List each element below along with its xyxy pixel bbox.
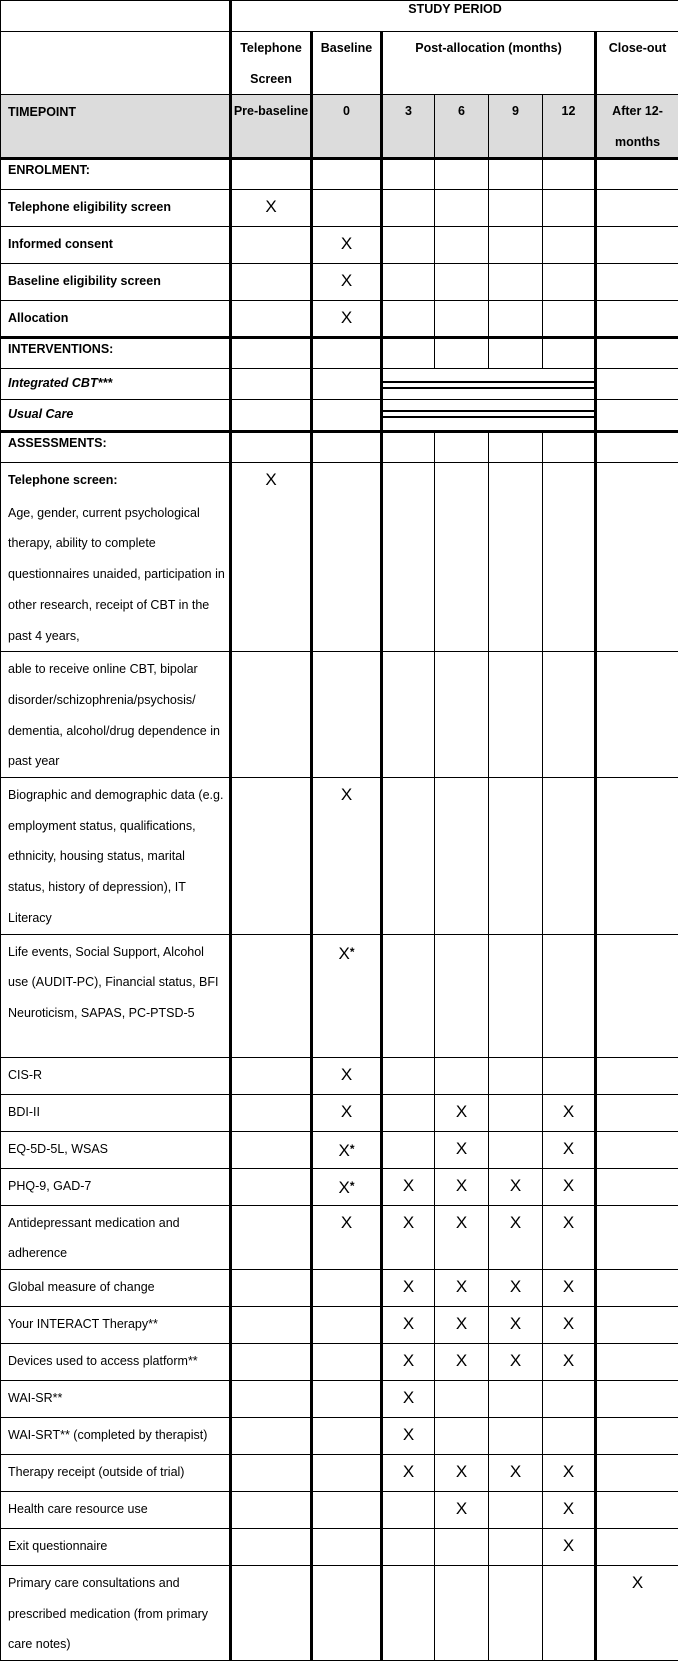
schedule-row — [1, 190, 678, 227]
schedule-mark — [543, 778, 596, 935]
schedule-mark — [231, 1454, 312, 1491]
schedule-mark — [382, 1057, 435, 1094]
schedule-row — [1, 1269, 678, 1306]
interventions-section-row — [1, 338, 678, 369]
schedule-mark — [489, 652, 543, 778]
schedule-mark — [596, 1094, 678, 1131]
schedule-row — [1, 1057, 678, 1094]
schedule-mark: X — [435, 1491, 489, 1528]
schedule-row — [1, 1205, 678, 1269]
assessments-section-row — [1, 432, 678, 463]
schedule-mark — [596, 1306, 678, 1343]
row-label: Therapy receipt (outside of trial) — [1, 1454, 231, 1491]
schedule-mark: X — [435, 1168, 489, 1205]
schedule-mark — [596, 1343, 678, 1380]
header-row-phases — [1, 32, 678, 95]
schedule-mark — [382, 301, 435, 338]
schedule-mark — [312, 1565, 382, 1660]
schedule-mark — [596, 1168, 678, 1205]
timepoint-row — [1, 95, 678, 159]
close-out-header: Close-out — [596, 32, 678, 95]
schedule-mark: X — [435, 1306, 489, 1343]
schedule-mark — [312, 190, 382, 227]
schedule-mark: X — [543, 1454, 596, 1491]
schedule-mark — [543, 1565, 596, 1660]
schedule-mark — [596, 496, 678, 652]
schedule-mark: X — [231, 463, 312, 496]
intervention-duration-bar — [382, 369, 596, 400]
schedule-mark — [489, 301, 543, 338]
timepoint-label: TIMEPOINT — [1, 95, 231, 159]
schedule-row — [1, 1131, 678, 1168]
schedule-mark: X — [435, 1205, 489, 1269]
schedule-row — [1, 1454, 678, 1491]
schedule-mark — [382, 496, 435, 652]
schedule-mark — [596, 463, 678, 496]
row-label: Devices used to access platform** — [1, 1343, 231, 1380]
schedule-mark: X* — [312, 934, 382, 1057]
schedule-mark — [435, 463, 489, 496]
schedule-mark — [489, 1491, 543, 1528]
schedule-mark — [231, 1269, 312, 1306]
schedule-mark — [231, 1491, 312, 1528]
schedule-mark — [231, 1565, 312, 1660]
schedule-mark: X — [312, 1057, 382, 1094]
schedule-mark — [435, 1528, 489, 1565]
schedule-mark: X — [543, 1491, 596, 1528]
schedule-mark — [231, 1057, 312, 1094]
schedule-mark — [543, 227, 596, 264]
schedule-mark — [231, 778, 312, 935]
row-label: Life events, Social Support, Alcohol use (AUDIT-PC), Financial status, BFI Neuroticism, SAPAS, PC-PTSD-5 — [1, 934, 231, 1057]
schedule-mark — [489, 1528, 543, 1565]
row-label: BDI-II — [1, 1094, 231, 1131]
schedule-mark — [596, 1417, 678, 1454]
row-label: Global measure of change — [1, 1269, 231, 1306]
schedule-mark — [489, 463, 543, 496]
schedule-mark — [312, 1380, 382, 1417]
schedule-mark — [489, 778, 543, 935]
schedule-row — [1, 1491, 678, 1528]
schedule-mark — [489, 496, 543, 652]
row-label: WAI-SR** — [1, 1380, 231, 1417]
corner-cell — [1, 1, 231, 32]
schedule-mark — [382, 1094, 435, 1131]
schedule-mark — [543, 190, 596, 227]
row-label: EQ-5D-5L, WSAS — [1, 1131, 231, 1168]
schedule-mark — [231, 227, 312, 264]
header-row-study-period — [1, 1, 678, 32]
schedule-mark — [543, 496, 596, 652]
schedule-mark: X — [382, 1417, 435, 1454]
schedule-mark — [312, 1454, 382, 1491]
schedule-mark: X — [382, 1306, 435, 1343]
schedule-mark: X — [543, 1343, 596, 1380]
schedule-mark — [596, 264, 678, 301]
timepoint-value: 9 — [489, 95, 543, 159]
schedule-mark — [489, 934, 543, 1057]
enrolment-section-row — [1, 159, 678, 190]
row-label: Exit questionnaire — [1, 1528, 231, 1565]
schedule-mark — [312, 463, 382, 496]
schedule-row — [1, 463, 678, 496]
schedule-mark: X — [312, 1205, 382, 1269]
schedule-mark — [231, 301, 312, 338]
corner-cell — [1, 32, 231, 95]
schedule-mark — [382, 1131, 435, 1168]
schedule-row — [1, 264, 678, 301]
schedule-mark: X — [435, 1454, 489, 1491]
schedule-mark — [489, 1380, 543, 1417]
schedule-mark — [382, 463, 435, 496]
schedule-mark — [596, 934, 678, 1057]
row-label: Usual Care — [1, 400, 231, 432]
schedule-mark: X — [543, 1094, 596, 1131]
schedule-mark: X — [382, 1454, 435, 1491]
schedule-mark: X — [382, 1205, 435, 1269]
schedule-mark — [435, 264, 489, 301]
schedule-mark: X — [489, 1454, 543, 1491]
schedule-mark — [435, 1565, 489, 1660]
timepoint-value: After 12-months — [596, 95, 678, 159]
schedule-mark — [312, 496, 382, 652]
intervention-row — [1, 369, 678, 400]
telephone-screen-header: Telephone Screen — [231, 32, 312, 95]
schedule-mark — [596, 652, 678, 778]
schedule-mark — [596, 1454, 678, 1491]
schedule-mark — [435, 1380, 489, 1417]
schedule-mark — [231, 1528, 312, 1565]
schedule-row — [1, 1565, 678, 1660]
schedule-mark — [543, 934, 596, 1057]
schedule-mark: X — [231, 190, 312, 227]
schedule-mark: X — [489, 1269, 543, 1306]
timepoint-value: 12 — [543, 95, 596, 159]
schedule-mark — [231, 934, 312, 1057]
schedule-mark — [231, 1094, 312, 1131]
schedule-mark — [435, 496, 489, 652]
schedule-mark — [312, 652, 382, 778]
schedule-mark — [312, 1306, 382, 1343]
schedule-mark — [435, 190, 489, 227]
interventions-heading: INTERVENTIONS: — [1, 338, 231, 369]
row-label: Health care resource use — [1, 1491, 231, 1528]
row-label: Telephone screen: — [1, 463, 231, 496]
timepoint-value: Pre-baseline — [231, 95, 312, 159]
schedule-mark — [435, 1417, 489, 1454]
schedule-mark — [543, 1417, 596, 1454]
schedule-row — [1, 1094, 678, 1131]
schedule-mark — [382, 264, 435, 301]
schedule-mark: X — [382, 1343, 435, 1380]
schedule-mark — [543, 1380, 596, 1417]
schedule-mark: X — [489, 1168, 543, 1205]
baseline-header: Baseline — [312, 32, 382, 95]
row-label: Informed consent — [1, 227, 231, 264]
schedule-mark: X* — [312, 1168, 382, 1205]
schedule-mark — [596, 190, 678, 227]
row-label: Telephone eligibility screen — [1, 190, 231, 227]
schedule-mark — [489, 190, 543, 227]
timepoint-value: 3 — [382, 95, 435, 159]
schedule-mark: X — [543, 1306, 596, 1343]
schedule-mark — [596, 1269, 678, 1306]
schedule-mark — [382, 190, 435, 227]
schedule-mark — [231, 496, 312, 652]
schedule-mark: X — [312, 778, 382, 935]
schedule-mark — [596, 1528, 678, 1565]
schedule-row — [1, 652, 678, 778]
row-label: Integrated CBT*** — [1, 369, 231, 400]
schedule-mark — [231, 1168, 312, 1205]
schedule-mark — [231, 1306, 312, 1343]
schedule-mark — [231, 264, 312, 301]
row-label: Baseline eligibility screen — [1, 264, 231, 301]
row-label: PHQ-9, GAD-7 — [1, 1168, 231, 1205]
schedule-row — [1, 778, 678, 935]
schedule-mark: X — [489, 1306, 543, 1343]
schedule-mark: X — [382, 1168, 435, 1205]
timepoint-value: 0 — [312, 95, 382, 159]
schedule-mark — [596, 1131, 678, 1168]
schedule-mark: X — [489, 1205, 543, 1269]
schedule-mark — [489, 1057, 543, 1094]
schedule-mark — [489, 227, 543, 264]
schedule-mark — [231, 1417, 312, 1454]
schedule-mark — [231, 652, 312, 778]
schedule-mark — [596, 1491, 678, 1528]
usual-care-duration-bar — [382, 400, 596, 432]
schedule-mark — [382, 652, 435, 778]
schedule-row — [1, 1343, 678, 1380]
schedule-row — [1, 496, 678, 652]
row-label: Age, gender, current psychological therapy, ability to complete questionnaires unaided, participation in other research, receipt of CBT in the past 4 years, — [1, 496, 231, 652]
schedule-mark: X* — [312, 1131, 382, 1168]
schedule-row — [1, 1168, 678, 1205]
schedule-mark — [382, 227, 435, 264]
enrolment-heading: ENROLMENT: — [1, 159, 231, 190]
schedule-mark — [382, 1528, 435, 1565]
schedule-mark: X — [382, 1269, 435, 1306]
assessments-heading: ASSESSMENTS: — [1, 432, 231, 463]
row-label: Primary care consultations and prescribed medication (from primary care notes) — [1, 1565, 231, 1660]
row-label: CIS-R — [1, 1057, 231, 1094]
schedule-mark — [382, 778, 435, 935]
schedule-mark — [231, 1380, 312, 1417]
schedule-mark: X — [312, 301, 382, 338]
schedule-row — [1, 1417, 678, 1454]
schedule-row — [1, 227, 678, 264]
schedule-mark — [543, 264, 596, 301]
schedule-mark — [596, 778, 678, 935]
schedule-mark: X — [312, 227, 382, 264]
schedule-mark — [312, 1343, 382, 1380]
schedule-mark — [382, 1491, 435, 1528]
timepoint-value: 6 — [435, 95, 489, 159]
schedule-mark — [543, 301, 596, 338]
schedule-mark: X — [543, 1205, 596, 1269]
schedule-row — [1, 1528, 678, 1565]
schedule-mark — [382, 934, 435, 1057]
schedule-mark — [543, 463, 596, 496]
schedule-row — [1, 934, 678, 1057]
schedule-mark: X — [543, 1168, 596, 1205]
row-label: Your INTERACT Therapy** — [1, 1306, 231, 1343]
schedule-mark: X — [435, 1343, 489, 1380]
schedule-mark — [543, 652, 596, 778]
schedule-mark: X — [312, 1094, 382, 1131]
schedule-mark: X — [543, 1528, 596, 1565]
row-label: Biographic and demographic data (e.g. employment status, qualifications, ethnicity, housing status, marital status, history of depression), IT Literacy — [1, 778, 231, 935]
schedule-mark — [596, 301, 678, 338]
schedule-mark: X — [543, 1131, 596, 1168]
schedule-mark — [312, 1269, 382, 1306]
schedule-mark: X — [596, 1565, 678, 1660]
schedule-mark — [435, 652, 489, 778]
schedule-mark — [435, 227, 489, 264]
row-label: Antidepressant medication and adherence — [1, 1205, 231, 1269]
schedule-row — [1, 1306, 678, 1343]
schedule-mark — [489, 264, 543, 301]
schedule-row — [1, 301, 678, 338]
schedule-mark — [489, 1565, 543, 1660]
schedule-mark — [489, 1417, 543, 1454]
schedule-mark: X — [543, 1269, 596, 1306]
schedule-mark: X — [489, 1343, 543, 1380]
study-period-header: STUDY PERIOD — [231, 1, 678, 32]
row-label: Allocation — [1, 301, 231, 338]
schedule-mark: X — [312, 264, 382, 301]
schedule-mark — [435, 778, 489, 935]
schedule-mark — [231, 1205, 312, 1269]
schedule-mark — [596, 227, 678, 264]
schedule-mark — [312, 1417, 382, 1454]
schedule-mark — [312, 1491, 382, 1528]
schedule-mark — [312, 1528, 382, 1565]
schedule-mark: X — [435, 1094, 489, 1131]
schedule-mark — [596, 1057, 678, 1094]
intervention-row — [1, 400, 678, 432]
schedule-row — [1, 1380, 678, 1417]
schedule-mark — [231, 1131, 312, 1168]
row-label: WAI-SRT** (completed by therapist) — [1, 1417, 231, 1454]
row-label: able to receive online CBT, bipolar disorder/schizophrenia/psychosis/ dementia, alcohol/drug dependence in past year — [1, 652, 231, 778]
schedule-mark — [596, 1380, 678, 1417]
schedule-mark — [489, 1131, 543, 1168]
schedule-mark: X — [435, 1131, 489, 1168]
schedule-mark — [382, 1565, 435, 1660]
schedule-mark — [489, 1094, 543, 1131]
schedule-mark: X — [382, 1380, 435, 1417]
post-allocation-header: Post-allocation (months) — [382, 32, 596, 95]
schedule-mark — [435, 1057, 489, 1094]
schedule-mark — [596, 1205, 678, 1269]
schedule-mark — [435, 934, 489, 1057]
schedule-mark: X — [435, 1269, 489, 1306]
schedule-mark — [543, 1057, 596, 1094]
schedule-mark — [435, 301, 489, 338]
schedule-mark — [231, 1343, 312, 1380]
